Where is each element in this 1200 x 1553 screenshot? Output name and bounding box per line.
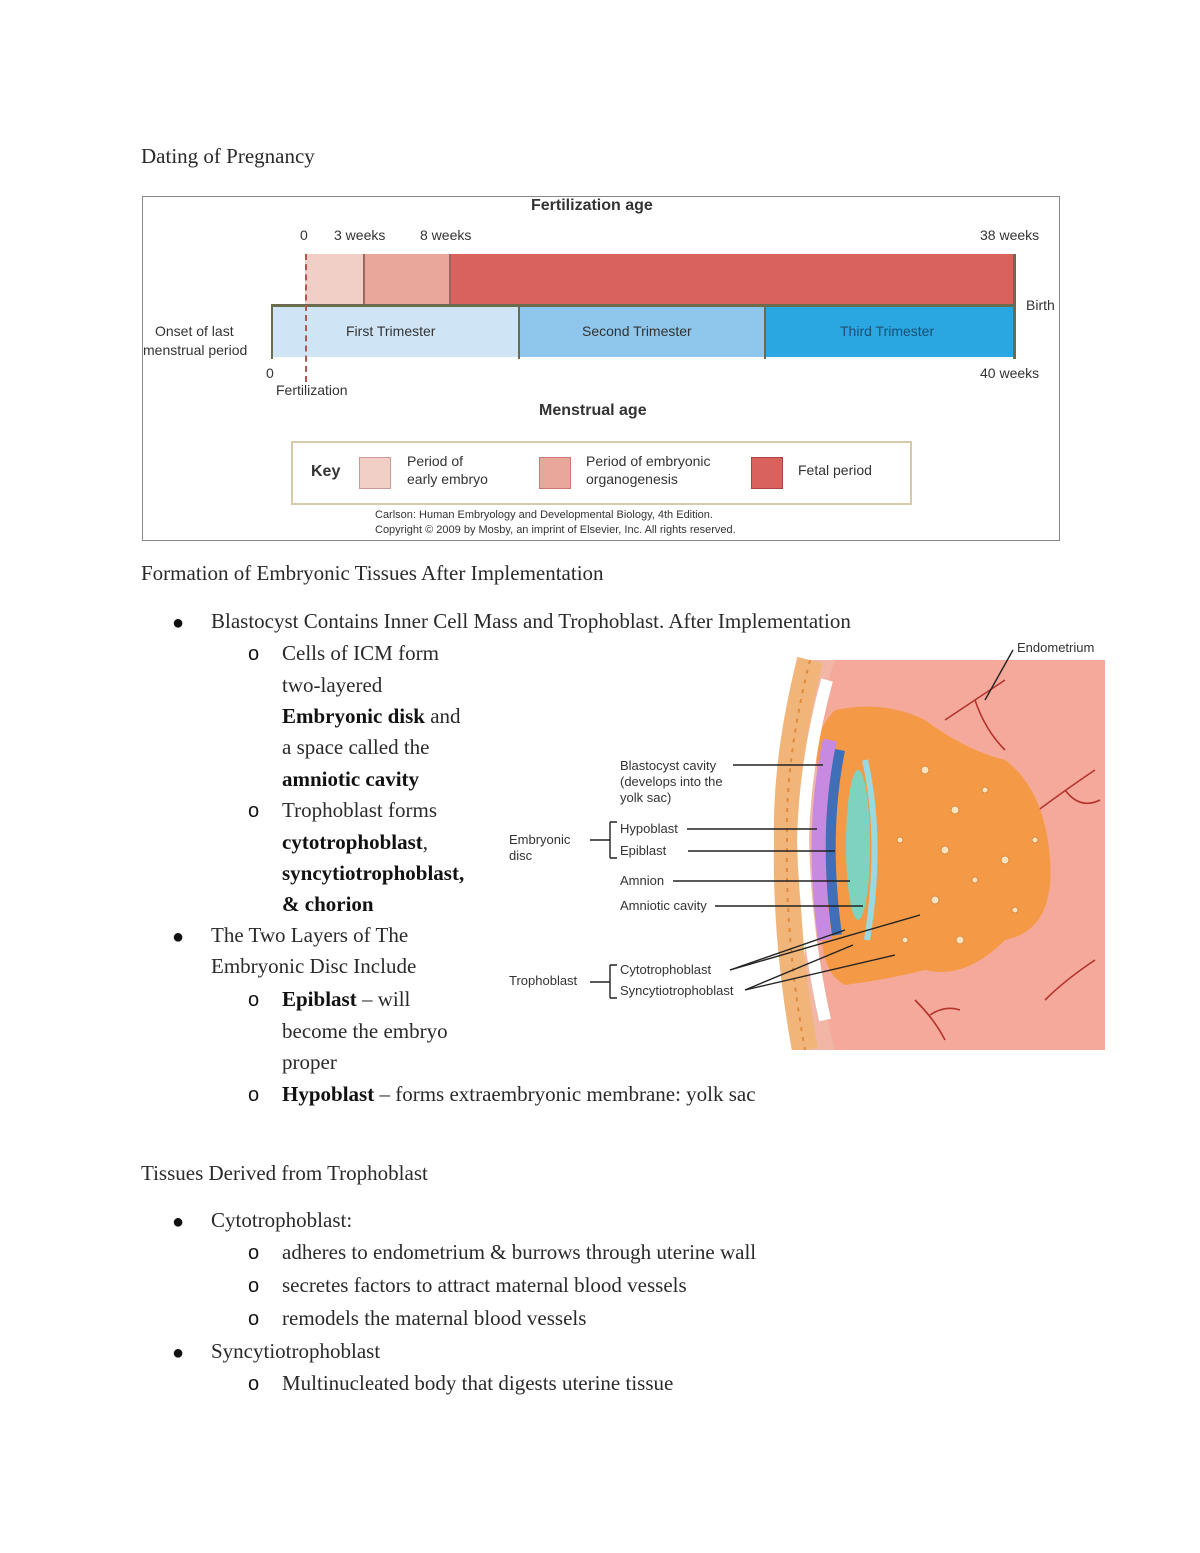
key-swatch-early bbox=[359, 457, 391, 489]
embryonic-disk-term: Embryonic disk bbox=[282, 704, 425, 728]
bullet-blastocyst: Blastocyst Contains Inner Cell Mass and Trophoblast. After Implementation bbox=[211, 609, 851, 633]
label-amniotic-cavity: Amniotic cavity bbox=[620, 898, 707, 913]
key-swatch-organo bbox=[539, 457, 571, 489]
birth-label: Birth bbox=[1026, 297, 1055, 313]
sub-bullet-glyph: o bbox=[248, 1373, 260, 1395]
tick-top-8-weeks: 8 weeks bbox=[420, 227, 472, 243]
sub-bullet-glyph: o bbox=[248, 1084, 260, 1106]
sub-bullet-glyph: o bbox=[248, 1308, 260, 1330]
sub-bullet-glyph: o bbox=[248, 800, 260, 822]
sub-bullet-glyph: o bbox=[248, 1242, 260, 1264]
label-amnion: Amnion bbox=[620, 873, 665, 888]
tick-bottom-0: 0 bbox=[266, 365, 274, 381]
bullet-glyph: ● bbox=[172, 612, 185, 634]
trophoblast-text-line4 bbox=[282, 892, 374, 917]
label-blastocyst-line2: (develops into the bbox=[620, 774, 723, 789]
key-early-line1: Period of bbox=[407, 453, 464, 469]
first-trimester-label: First Trimester bbox=[346, 323, 436, 339]
label-syncytiotrophoblast: Syncytiotrophoblast bbox=[620, 983, 734, 998]
sub-bullet-glyph: o bbox=[248, 643, 260, 665]
sub-bullet-glyph: o bbox=[248, 1275, 260, 1297]
cytotrophoblast-term: cytotrophoblast bbox=[282, 830, 423, 854]
section-heading-formation: Formation of Embryonic Tissues After Implementation bbox=[141, 561, 604, 585]
sub-bullet-glyph: o bbox=[248, 989, 260, 1011]
comma: , bbox=[422, 830, 429, 854]
bullet-glyph: ● bbox=[172, 1342, 185, 1364]
amniotic-cavity-term: amniotic cavity bbox=[282, 767, 420, 791]
tick-bottom-40-weeks: 40 weeks bbox=[980, 365, 1040, 381]
label-endometrium: Endometrium bbox=[1017, 640, 1095, 655]
label-trophoblast: Trophoblast bbox=[509, 973, 578, 988]
key-organo-line2: organogenesis bbox=[586, 471, 678, 487]
trophoblast-text-line2 bbox=[282, 830, 428, 855]
bar-early-embryo bbox=[305, 254, 363, 304]
bullet-glyph: ● bbox=[172, 926, 185, 948]
trophoblast-text-line1: Trophoblast forms bbox=[282, 798, 437, 822]
label-blastocyst-line1: Blastocyst cavity bbox=[620, 758, 717, 773]
tick-top-0: 0 bbox=[300, 227, 308, 243]
epiblast-rest: – will bbox=[356, 987, 411, 1011]
hypoblast-line bbox=[282, 1082, 756, 1107]
two-layers-line2: Embryonic Disc Include bbox=[211, 954, 417, 978]
implantation-illustration bbox=[505, 640, 1105, 1050]
epiblast-line1 bbox=[282, 987, 410, 1012]
epiblast-line3: proper bbox=[282, 1050, 337, 1074]
tick-top-3-weeks: 3 weeks bbox=[334, 227, 386, 243]
second-trimester-label: Second Trimester bbox=[582, 323, 692, 339]
label-embryonic-line1: Embryonic bbox=[509, 832, 571, 847]
key-swatch-fetal bbox=[751, 457, 783, 489]
chorion-term: & chorion bbox=[282, 892, 374, 916]
hypoblast-term: Hypoblast bbox=[282, 1082, 375, 1106]
hypoblast-rest: – forms extraembryonic membrane: yolk sac bbox=[374, 1082, 756, 1106]
epiblast-term: Epiblast bbox=[282, 987, 357, 1011]
icm-text-line3-rest: and bbox=[424, 704, 461, 728]
key-early-line2: early embryo bbox=[407, 471, 488, 487]
bar-organogenesis bbox=[363, 254, 450, 304]
onset-label-line1: Onset of last bbox=[155, 323, 234, 339]
fertilization-age-title: Fertilization age bbox=[531, 197, 653, 214]
label-embryonic-line2: disc bbox=[509, 848, 533, 863]
trimester-divider-2 bbox=[764, 307, 766, 359]
fertilization-label: Fertilization bbox=[276, 382, 348, 398]
bar-fetal-period bbox=[450, 254, 1014, 304]
syncytiotrophoblast-term: syncytiotrophoblast, bbox=[282, 861, 465, 885]
trimester-divider-1 bbox=[518, 307, 520, 359]
trophoblast-text-line3 bbox=[282, 861, 464, 886]
key-fetal-label: Fetal period bbox=[798, 462, 872, 478]
divider-8wk bbox=[449, 254, 451, 304]
onset-label-line2: menstrual period bbox=[143, 342, 248, 358]
epiblast-line2: become the embryo bbox=[282, 1019, 448, 1043]
axis-right-tick bbox=[1013, 254, 1016, 359]
syncytio-sub1: Multinucleated body that digests uterine tissue bbox=[282, 1371, 674, 1395]
third-trimester-label: Third Trimester bbox=[840, 323, 935, 339]
cyto-sub3: remodels the maternal blood vessels bbox=[282, 1306, 587, 1330]
key-box bbox=[291, 441, 912, 505]
label-blastocyst-line3: yolk sac) bbox=[620, 790, 672, 805]
cyto-sub2: secretes factors to attract maternal blood vessels bbox=[282, 1273, 687, 1297]
fertilization-dashed-line bbox=[305, 254, 307, 382]
menstrual-age-title: Menstrual age bbox=[539, 402, 647, 419]
icm-text-line4: a space called the bbox=[282, 735, 430, 759]
key-title: Key bbox=[311, 463, 341, 480]
pregnancy-dating-figure bbox=[142, 196, 1060, 541]
key-organo-line1: Period of embryonic bbox=[586, 453, 711, 469]
section-heading-tissues: Tissues Derived from Trophoblast bbox=[141, 1161, 428, 1185]
cyto-sub1: adheres to endometrium & burrows through uterine wall bbox=[282, 1240, 757, 1264]
tick-top-38-weeks: 38 weeks bbox=[980, 227, 1040, 243]
implantation-figure bbox=[505, 640, 1105, 1050]
icm-text-line5 bbox=[282, 767, 419, 792]
divider-3wk bbox=[363, 254, 365, 304]
bullet-syncytiotrophoblast: Syncytiotrophoblast bbox=[211, 1339, 381, 1363]
icm-text-line3 bbox=[282, 704, 461, 729]
credit-line2: Copyright © 2009 by Mosby, an imprint of Elsevier, Inc. All rights reserved. bbox=[375, 524, 736, 536]
two-layers-line1: The Two Layers of The bbox=[211, 923, 409, 947]
bullet-glyph: ● bbox=[172, 1211, 185, 1233]
section-heading-dating: Dating of Pregnancy bbox=[141, 144, 315, 168]
icm-text-line1: Cells of ICM form bbox=[282, 641, 439, 665]
label-hypoblast: Hypoblast bbox=[620, 821, 678, 836]
label-cytotrophoblast: Cytotrophoblast bbox=[620, 962, 712, 977]
bullet-cytotrophoblast: Cytotrophoblast: bbox=[211, 1208, 353, 1232]
icm-text-line2: two-layered bbox=[282, 673, 383, 697]
credit-line1: Carlson: Human Embryology and Developmental Biology, 4th Edition. bbox=[375, 509, 713, 521]
label-epiblast: Epiblast bbox=[620, 843, 667, 858]
